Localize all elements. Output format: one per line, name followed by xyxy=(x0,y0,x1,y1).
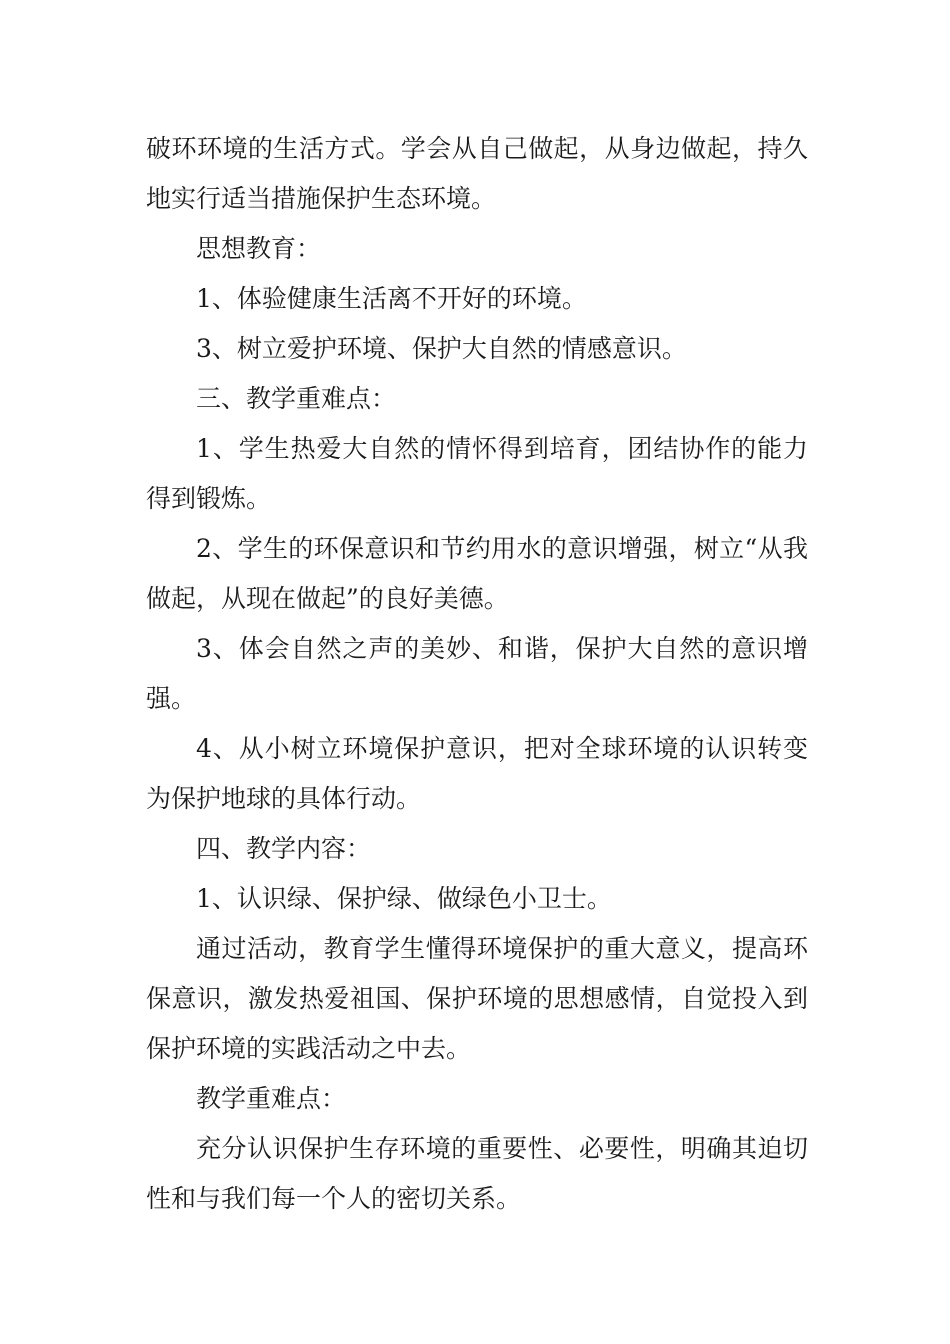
paragraph-2: 思想教育： xyxy=(196,234,322,263)
paragraph-7: 2、学生的环保意识和节约用水的意识增强，树立“从我做起，从现在做起”的良好美德。 xyxy=(146,534,808,613)
paragraph-3: 1、体验健康生活离不开好的环境。 xyxy=(196,284,587,313)
document-body xyxy=(146,124,808,1224)
paragraph-1: 破环环境的生活方式。学会从自己做起，从身边做起，持久地实行适当措施保护生态环境。 xyxy=(146,134,808,213)
paragraph-12: 通过活动，教育学生懂得环境保护的重大意义，提高环保意识，激发热爱祖国、保护环境的思想感情，自觉投入到保护环境的实践活动之中去。 xyxy=(146,934,808,1063)
paragraph-13: 教学重难点： xyxy=(196,1084,347,1113)
paragraph-10: 四、教学内容： xyxy=(196,834,372,863)
paragraph-5: 三、教学重难点： xyxy=(196,384,397,413)
paragraph-8: 3、体会自然之声的美妙、和谐，保护大自然的意识增强。 xyxy=(146,634,808,713)
paragraph-6: 1、学生热爱大自然的情怀得到培育，团结协作的能力得到锻炼。 xyxy=(146,434,808,513)
paragraph-14: 充分认识保护生存环境的重要性、必要性，明确其迫切性和与我们每一个人的密切关系。 xyxy=(146,1134,808,1213)
paragraph-11: 1、认识绿、保护绿、做绿色小卫士。 xyxy=(196,884,612,913)
paragraph-4: 3、树立爱护环境、保护大自然的情感意识。 xyxy=(196,334,687,363)
paragraph-9: 4、从小树立环境保护意识，把对全球环境的认识转变为保护地球的具体行动。 xyxy=(146,734,808,813)
